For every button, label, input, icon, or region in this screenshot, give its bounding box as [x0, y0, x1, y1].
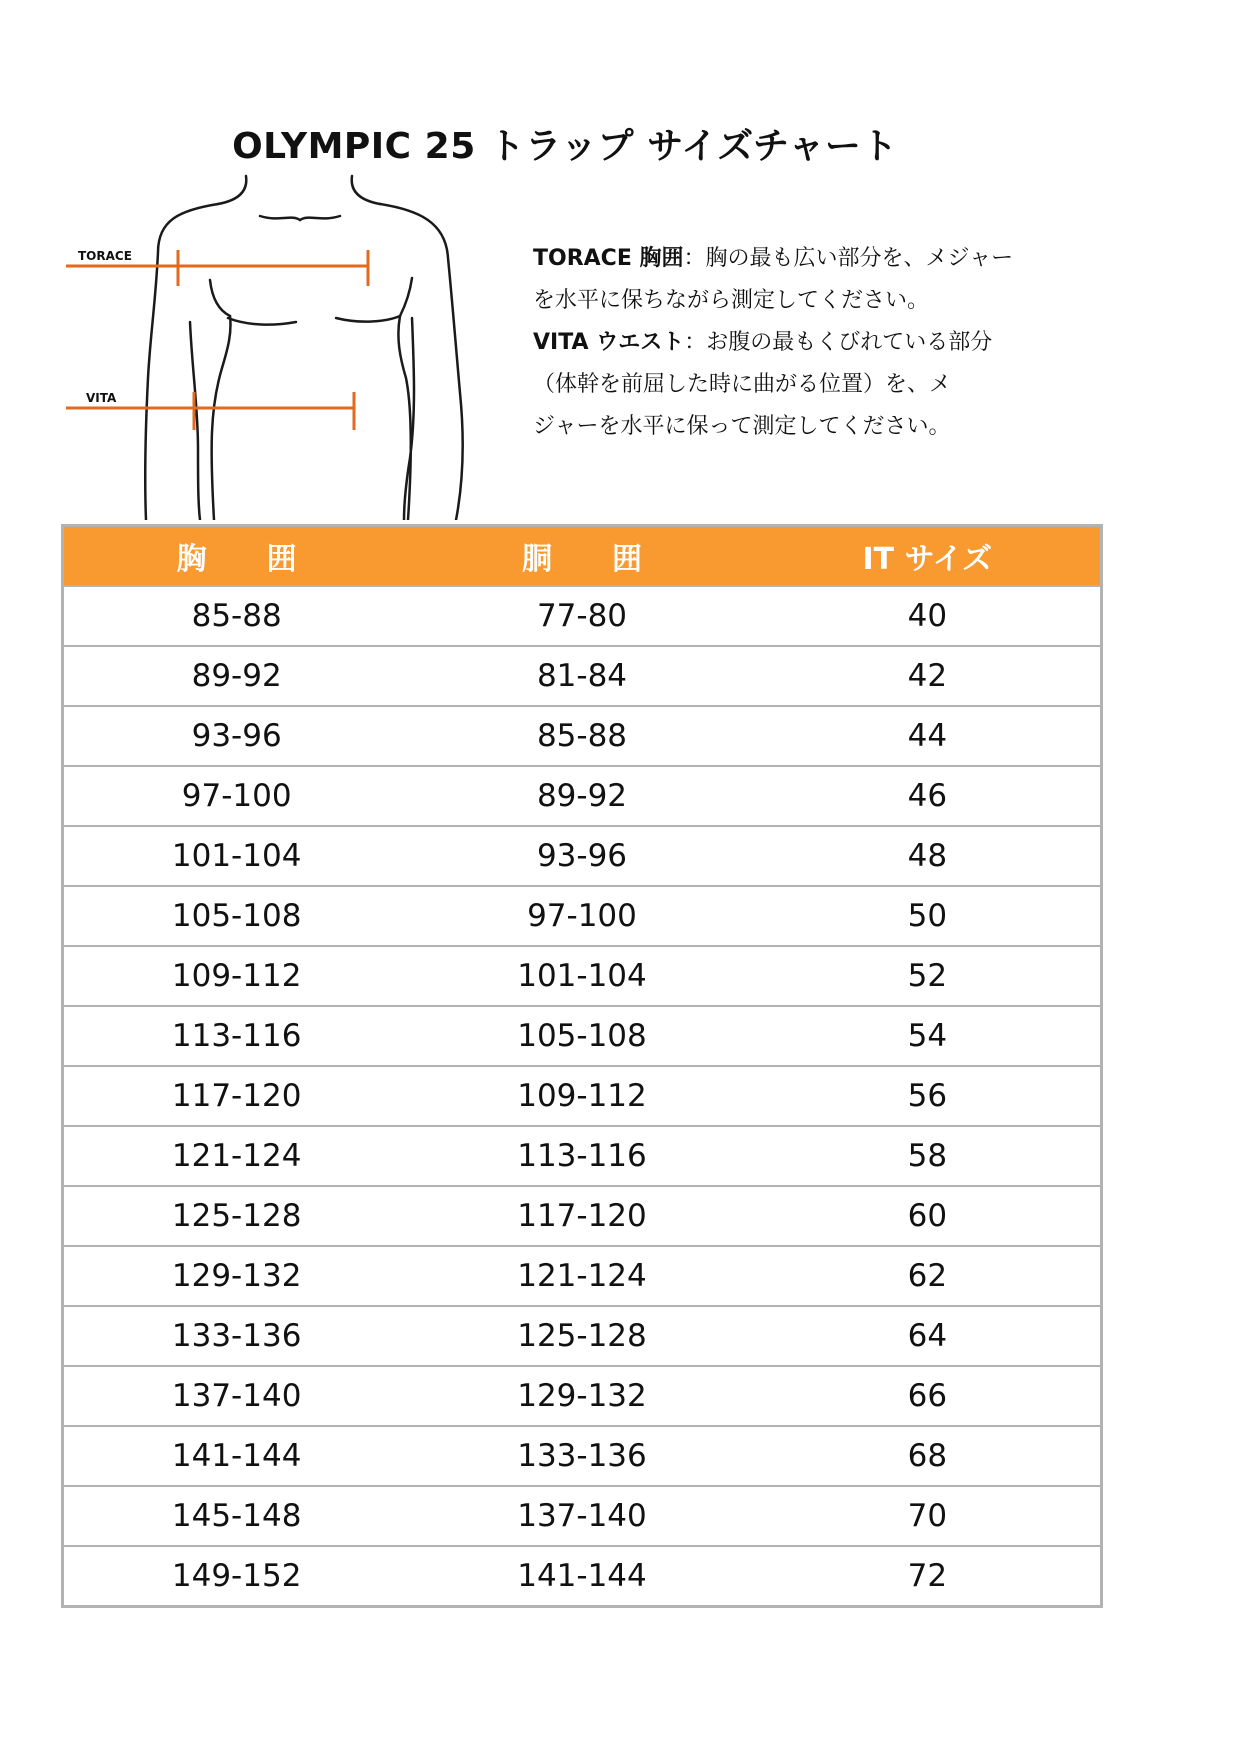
cell-chest: 93-96 [64, 706, 409, 766]
cell-waist: 97-100 [409, 886, 754, 946]
cell-it-size: 44 [755, 706, 1100, 766]
cell-it-size: 48 [755, 826, 1100, 886]
waist-term: VITA ウエスト [533, 330, 685, 355]
table-row [64, 706, 1100, 766]
cell-it-size: 46 [755, 766, 1100, 826]
cell-waist: 85-88 [409, 706, 754, 766]
table-row [64, 1546, 1100, 1605]
header-it-size: IT サイズ [755, 527, 1100, 586]
waist-label: VITA [86, 391, 117, 405]
chest-instruction [533, 238, 1093, 280]
cell-waist: 133-136 [409, 1426, 754, 1486]
table-row [64, 886, 1100, 946]
chest-text-1: ：胸の最も広い部分を、メジャー [683, 246, 1014, 271]
cell-waist: 89-92 [409, 766, 754, 826]
waist-text-3: ジャーを水平に保って測定してください。 [533, 414, 951, 439]
cell-waist: 105-108 [409, 1006, 754, 1066]
table-row [64, 1066, 1100, 1126]
cell-waist: 81-84 [409, 646, 754, 706]
waist-instruction [533, 322, 1093, 364]
table-row [64, 946, 1100, 1006]
cell-waist: 109-112 [409, 1066, 754, 1126]
cell-chest: 89-92 [64, 646, 409, 706]
table-row [64, 766, 1100, 826]
table-row [64, 1366, 1100, 1426]
cell-chest: 117-120 [64, 1066, 409, 1126]
size-table-container [61, 524, 1103, 1608]
cell-chest: 85-88 [191, 598, 282, 634]
measurement-instructions [533, 238, 1093, 448]
cell-chest: 145-148 [64, 1486, 409, 1546]
cell-waist: 141-144 [409, 1546, 754, 1605]
cell-chest: 141-144 [64, 1426, 409, 1486]
table-header-row [64, 527, 1100, 586]
table-row [64, 1246, 1100, 1306]
cell-it-size: 70 [755, 1486, 1100, 1546]
size-table [64, 527, 1100, 1605]
cell-it-size: 50 [755, 886, 1100, 946]
chest-term: TORACE 胸囲 [533, 246, 684, 271]
cell-it-size: 42 [755, 646, 1100, 706]
cell-waist: 93-96 [409, 826, 754, 886]
cell-chest: 125-128 [64, 1186, 409, 1246]
table-row [64, 1486, 1100, 1546]
cell-waist: 129-132 [409, 1366, 754, 1426]
table-body [64, 586, 1100, 1605]
table-row [64, 1126, 1100, 1186]
cell-it-size: 52 [755, 946, 1100, 1006]
cell-waist: 117-120 [409, 1186, 754, 1246]
cell-it-size: 62 [755, 1246, 1100, 1306]
cell-chest: 133-136 [64, 1306, 409, 1366]
cell-waist: 101-104 [409, 946, 754, 1006]
table-row [64, 586, 1100, 646]
cell-chest: 105-108 [64, 886, 409, 946]
cell-waist: 121-124 [409, 1246, 754, 1306]
cell-waist: 77-80 [536, 598, 628, 634]
page-title: OLYMPIC 25 トラップ サイズチャート [232, 126, 898, 167]
cell-it-size: 60 [755, 1186, 1100, 1246]
waist-text-2: （体幹を前屈した時に曲がる位置）を、メ [533, 372, 952, 397]
table-row [64, 1186, 1100, 1246]
cell-it-size: 58 [755, 1126, 1100, 1186]
cell-chest: 101-104 [64, 826, 409, 886]
table-row [64, 1006, 1100, 1066]
cell-it-size: 72 [755, 1546, 1100, 1605]
cell-waist: 137-140 [409, 1486, 754, 1546]
cell-it-size: 54 [755, 1006, 1100, 1066]
cell-chest: 97-100 [64, 766, 409, 826]
chest-label: TORACE [78, 249, 132, 263]
cell-chest: 121-124 [64, 1126, 409, 1186]
cell-chest: 129-132 [64, 1246, 409, 1306]
table-row [64, 646, 1100, 706]
table-row [64, 826, 1100, 886]
header-waist: 胴 囲 [409, 527, 754, 586]
cell-it-size: 56 [755, 1066, 1100, 1126]
body-measurement-diagram [60, 168, 480, 520]
table-row [64, 1426, 1100, 1486]
cell-chest: 149-152 [64, 1546, 409, 1605]
table-row [64, 1306, 1100, 1366]
torso-outline [145, 176, 462, 520]
cell-chest: 113-116 [64, 1006, 409, 1066]
cell-it-size: 66 [755, 1366, 1100, 1426]
cell-it-size: 68 [755, 1426, 1100, 1486]
cell-waist: 125-128 [409, 1306, 754, 1366]
waist-text-1: ：お腹の最もくびれている部分 [684, 330, 993, 355]
cell-it-size: 40 [907, 598, 948, 634]
chest-text-2: を水平に保ちながら測定してください。 [533, 288, 930, 313]
header-chest: 胸 囲 [64, 527, 409, 586]
cell-waist: 113-116 [409, 1126, 754, 1186]
cell-it-size: 64 [755, 1306, 1100, 1366]
cell-chest: 137-140 [64, 1366, 409, 1426]
cell-chest: 109-112 [64, 946, 409, 1006]
